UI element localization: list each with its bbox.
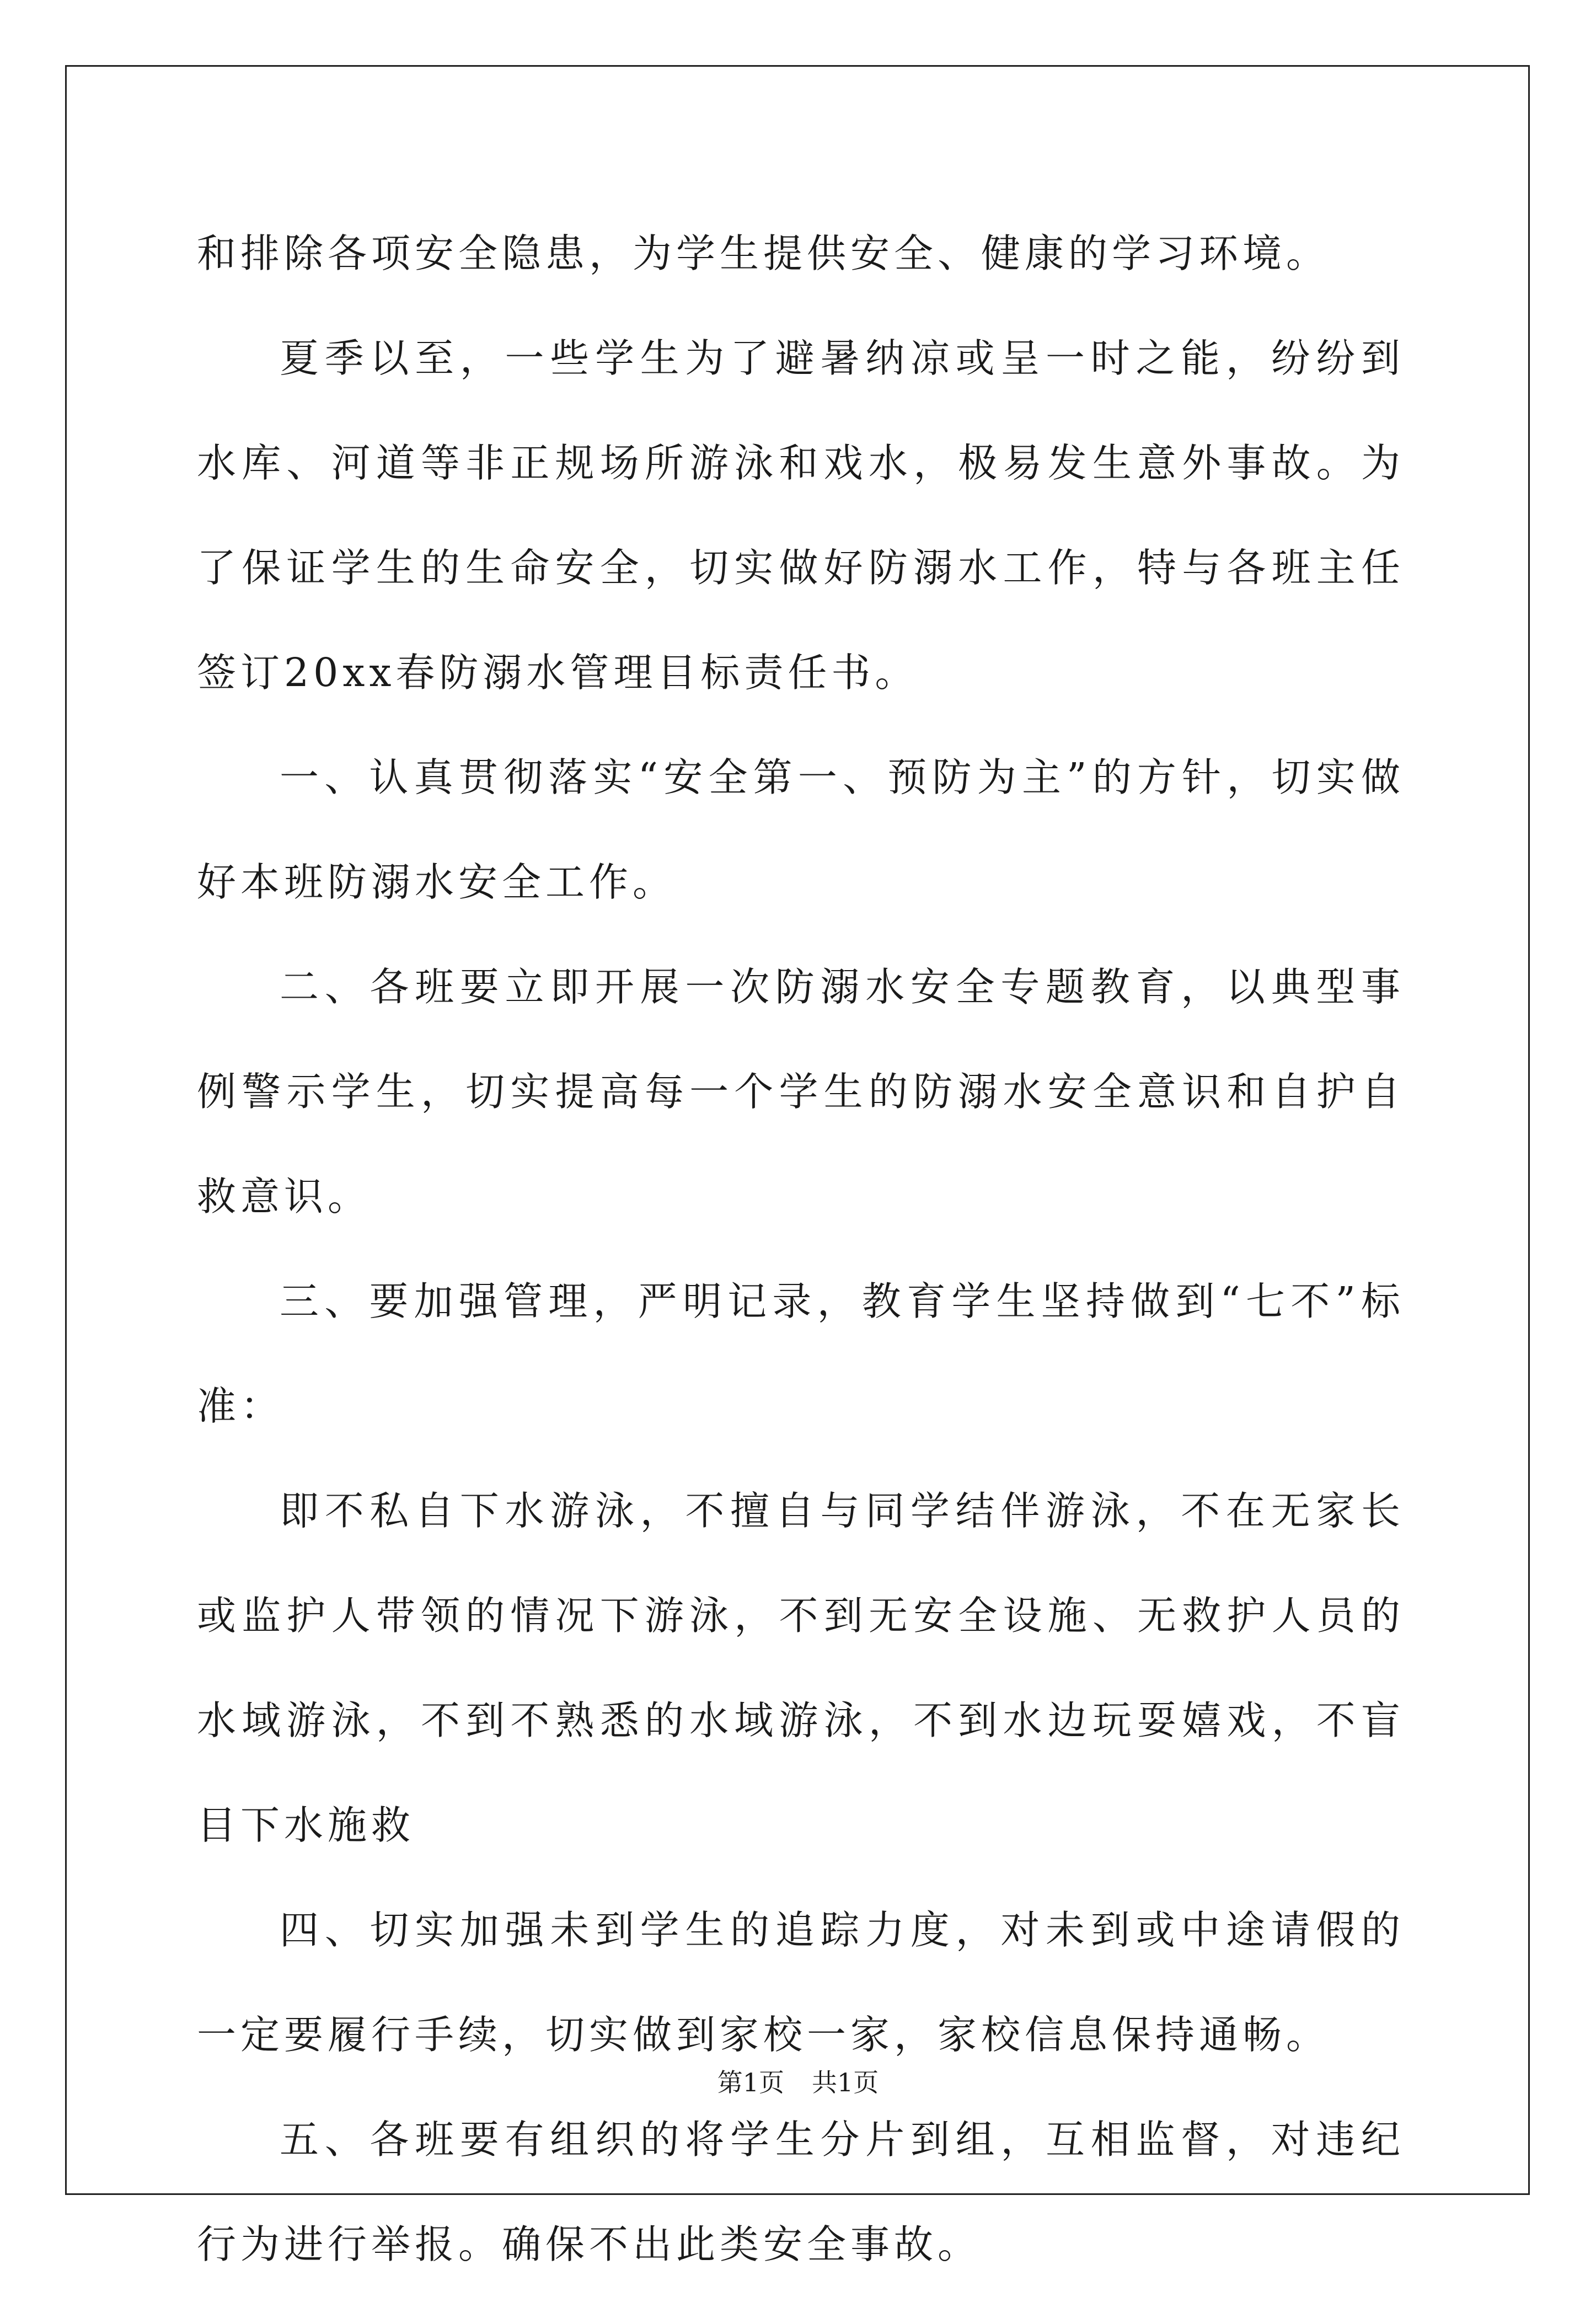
paragraph-1: 和排除各项安全隐患，为学生提供安全、健康的学习环境。 <box>197 231 1330 276</box>
paragraph-5: 三、要加强管理，严明记录，教育学生坚持做到“七不”标准： <box>197 1278 1405 1429</box>
paragraph-7: 四、切实加强未到学生的追踪力度，对未到或中途请假的一定要履行手续，切实做到家校一家，家校信息保持通畅。 <box>197 1907 1405 2058</box>
paragraph-4: 二、各班要立即开展一次防溺水安全专题教育，以典型事例警示学生，切实提高每一个学生的防溺水安全意识和自护自救意识。 <box>197 964 1405 1219</box>
page-number: 第1页 <box>717 2068 784 2097</box>
page-total: 共1页 <box>812 2068 879 2097</box>
paragraph-2: 夏季以至，一些学生为了避暑纳凉或呈一时之能，纷纷到水库、河道等非正规场所游泳和戏水，极易发生意外事故。为了保证学生的生命安全，切实做好防溺水工作，特与各班主任签订20xx春防溺水管理目标责任书。 <box>197 335 1405 695</box>
document-body <box>197 201 1405 2297</box>
paragraph-3: 一、认真贯彻落实“安全第一、预防为主”的方针，切实做好本班防溺水安全工作。 <box>197 754 1405 905</box>
paragraph-8: 五、各班要有组织的将学生分片到组，互相监督，对违纪行为进行举报。确保不出此类安全事故。 <box>197 2117 1405 2267</box>
page-footer <box>0 2066 1596 2099</box>
paragraph-6: 即不私自下水游泳，不擅自与同学结伴游泳，不在无家长或监护人带领的情况下游泳，不到无安全设施、无救护人员的水域游泳，不到不熟悉的水域游泳，不到水边玩耍嬉戏，不盲目下水施救 <box>197 1488 1405 1848</box>
